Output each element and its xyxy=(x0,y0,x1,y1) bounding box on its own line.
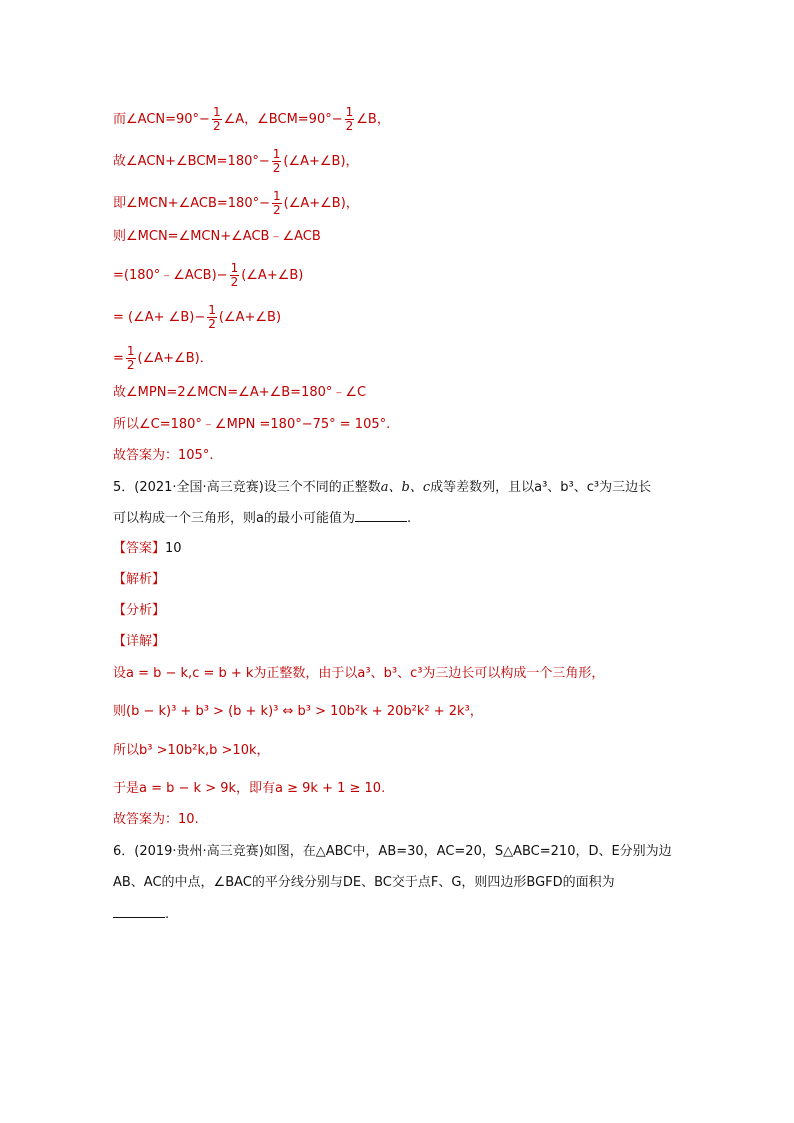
q5-answer xyxy=(113,540,182,558)
solution-line-3: 即∠MCN+∠ACB=180°− $\frac{1}{2}$ (∠A+∠B)， xyxy=(113,189,359,217)
q5-stem-line-1: 5．(2021·全国·高三竞赛)设三个不同的正整数a、b、c成等差数列，且以a³、b³、c³为三边长 xyxy=(113,480,652,495)
text: ∠B， xyxy=(356,112,390,127)
q5-stem-line-2: 可以构成一个三角形，则a的最小可能值为 . xyxy=(113,511,412,526)
fraction-half: $\frac{1}{2}$ xyxy=(345,105,354,133)
q6-stem-line-3: . xyxy=(113,905,169,924)
answer-value: 10 xyxy=(165,541,182,556)
detail-line-2: 则(b − k)³ + b³ > (b + k)³ ⇔ b³ > 10b²k + 20b²k² + 2k³， xyxy=(113,704,483,719)
solution-line-4: 则∠MCN=∠MCN+∠ACB﹣∠ACB xyxy=(113,229,321,244)
text: 而∠ACN=90°− xyxy=(113,112,210,127)
answer-tag: 【答案】 xyxy=(113,541,166,556)
fraction-half: $\frac{1}{2}$ xyxy=(208,303,216,331)
solution-final-answer: 故答案为：105°. xyxy=(113,448,214,463)
q6-stem-line-1: 6．(2019·贵州·高三竞赛)如图，在△ABC中，AB=30，AC=20，S△ABC=210，D、E分别为边 xyxy=(113,844,672,859)
solution-line-8: 故∠MPN=2∠MCN=∠A+∠B=180°﹣∠C xyxy=(113,385,367,400)
solution-line-6: = (∠A+ ∠B)− $\frac{1}{2}$ (∠A+∠B) xyxy=(113,303,282,331)
solution-line-1 xyxy=(113,106,390,133)
answer-blank xyxy=(355,509,407,522)
fraction-half: $\frac{1}{2}$ xyxy=(212,105,221,133)
fraction-half: $\frac{1}{2}$ xyxy=(272,147,281,175)
answer-blank xyxy=(113,905,165,918)
detail-line-4: 于是a = b − k > 9k，即有a ≥ 9k + 1 ≥ 10. xyxy=(113,781,386,796)
detail-line-3: 所以b³ >10b²k,b >10k， xyxy=(113,743,270,758)
q5-final-answer: 故答案为：10. xyxy=(113,812,199,827)
text: ∠A，∠BCM=90°− xyxy=(223,112,343,127)
solution-line-9: 所以∠C=180°﹣∠MPN =180°−75° = 105°. xyxy=(113,417,391,432)
detail-line-1: 设a = b − k,c = b + k为正整数，由于以a³、b³、c³为三边长可以构成一个三角形， xyxy=(113,666,605,681)
analysis-tag: 【解析】 xyxy=(113,572,166,587)
q6-stem-line-2: AB、AC的中点，∠BAC的平分线分别与DE、BC交于点F、G，则四边形BGFD的面积为 xyxy=(113,875,615,890)
fraction-half: $\frac{1}{2}$ xyxy=(126,344,135,372)
fenxi-tag: 【分析】 xyxy=(113,603,166,618)
fraction-half: $\frac{1}{2}$ xyxy=(230,261,239,289)
solution-line-5: =(180°﹣∠ACB)− $\frac{1}{2}$ (∠A+∠B) xyxy=(113,261,304,289)
detail-tag: 【详解】 xyxy=(113,634,166,649)
solution-line-2: 故∠ACN+∠BCM=180°− $\frac{1}{2}$ (∠A+∠B)， xyxy=(113,147,359,175)
fraction-half: $\frac{1}{2}$ xyxy=(272,189,281,217)
solution-line-7: = $\frac{1}{2}$ (∠A+∠B)． xyxy=(113,344,213,372)
